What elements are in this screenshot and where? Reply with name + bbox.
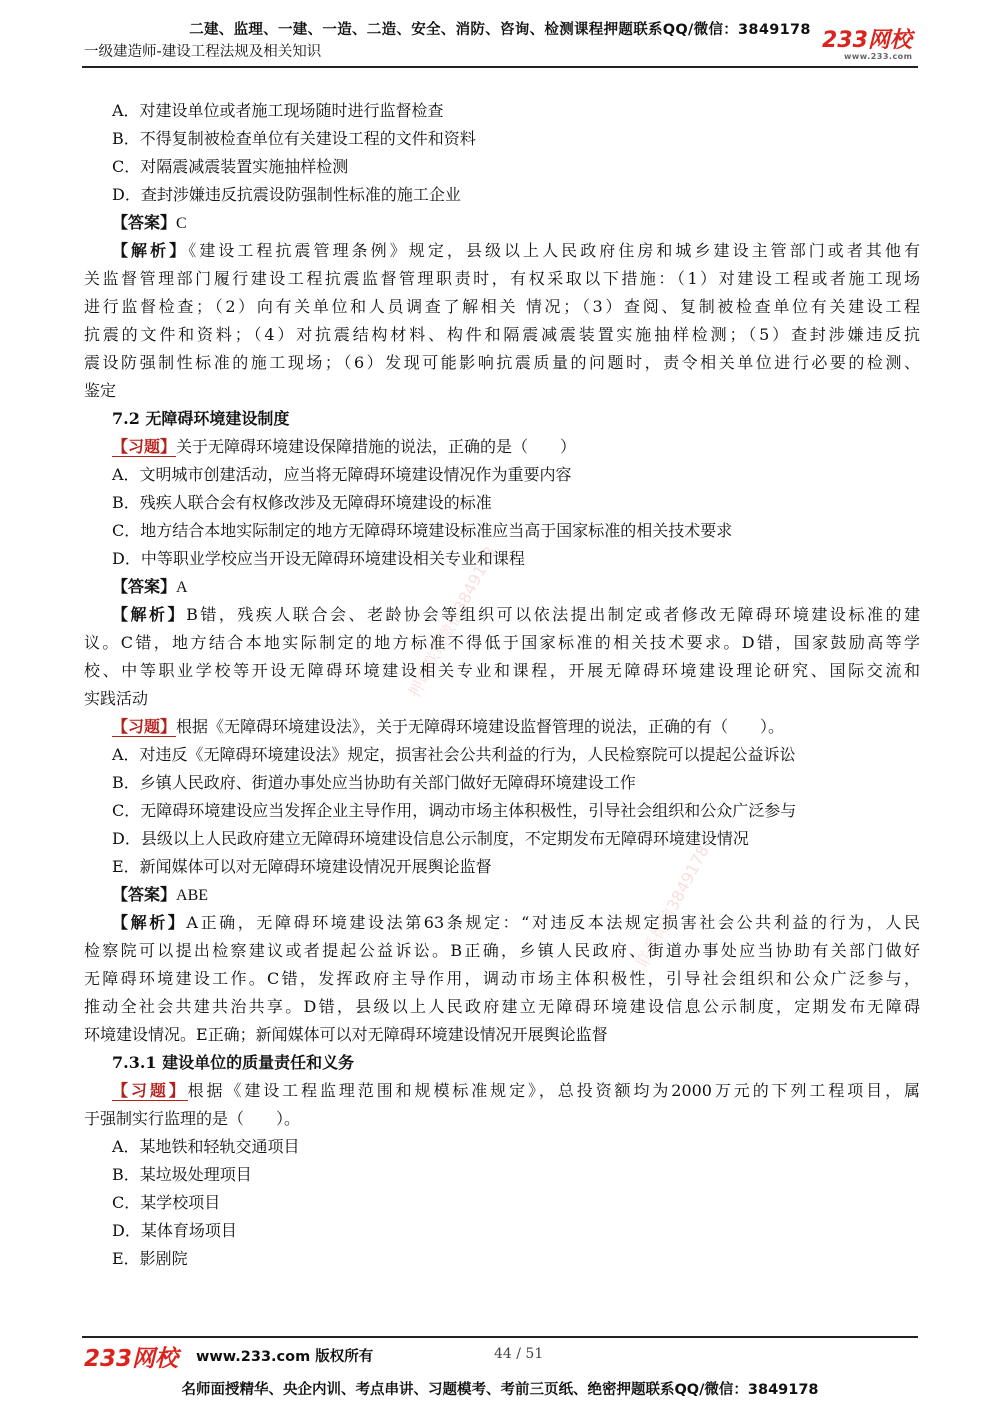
option-line: A．文明城市创建活动，应当将无障碍环境建设情况作为重要内容 [112,465,572,484]
paragraph-line: 关监督管理部门履行建设工程抗震监督管理职责时，有权采取以下措施：（1）对建设工程或者施工现场 [84,269,920,288]
answer-line [84,209,920,237]
answer-label: 【答案】 [112,885,177,904]
document-body [84,97,920,1273]
brand-logo [822,30,922,62]
option-line: A．对违反《无障碍环境建设法》规定，损害社会公共利益的行为，人民检察院可以提起公益诉讼 [112,745,796,764]
section-heading: 7.2 无障碍环境建设制度 [112,409,290,428]
paragraph-line: 无障碍环境建设工作。C错，发挥政府主导作用，调动市场主体积极性，引导社会组织和公众广泛参与， [84,969,920,988]
question-line [84,713,920,741]
brand-logo-url: www.233.com [844,52,913,61]
option-line: C．对隔震减震装置实施抽样检测 [112,157,349,176]
analysis-text: 《建设工程抗震管理条例》规定，县级以上人民政府住房和城乡建设主管部门或者其他有 [188,241,920,260]
analysis-label: 【解析】 [112,913,187,932]
footer-banner: 名师面授精华、央企内训、考点串讲、习题模考、考前三页纸、绝密押题联系QQ/微信：3849178 [181,1382,819,1398]
paragraph-line: 推动全社会共建共治共享。D错，县级以上人民政府建立无障碍环境建设信息公示制度，定期发布无障碍 [84,997,920,1016]
paragraph-line: 于强制实行监理的是（ ）。 [84,1109,301,1128]
option-line: D．中等职业学校应当开设无障碍环境建设相关专业和课程 [112,549,525,568]
option-line: B．某垃圾处理项目 [112,1165,252,1184]
answer-value: A [176,579,188,596]
paragraph-line: 校、中等职业学校等开设无障碍环境建设相关专业和课程，开展无障碍环境建设理论研究、国际交流和 [84,661,920,680]
option-line: D．某体育场项目 [112,1221,237,1240]
exercise-label: 【习题】 [112,717,177,736]
watermark: 押题联系微信3849178 [404,543,500,701]
answer-value: C [176,215,187,232]
option-line: E．新闻媒体可以对无障碍环境建设情况开展舆论监督 [112,857,492,876]
option-line: D．县级以上人民政府建立无障碍环境建设信息公示制度，不定期发布无障碍环境建设情况 [112,829,749,848]
paragraph-line: 环境建设情况。E正确；新闻媒体可以对无障碍环境建设情况开展舆论监督 [84,1025,608,1044]
answer-line [84,881,920,909]
option-line: B．残疾人联合会有权修改涉及无障碍环境建设的标准 [112,493,492,512]
analysis-label: 【解析】 [112,605,187,624]
paragraph-line: 检察院可以提出检察建议或者提起公益诉讼。B正确，乡镇人民政府、街道办事处应当协助有关部门做好 [84,941,920,960]
answer-label: 【答案】 [112,577,177,596]
section-heading: 7.3.1 建设单位的质量责任和义务 [112,1053,355,1072]
question-line [84,1077,920,1105]
option-line: C．无障碍环境建设应当发挥企业主导作用，调动市场主体积极性，引导社会组织和公众广泛参与 [112,801,797,820]
analysis-line [84,601,920,629]
watermark: 联系微信3849178 [632,841,713,971]
paragraph-line: 鉴定 [84,381,117,400]
paragraph-line: 震设防强制性标准的施工现场；（6）发现可能影响抗震质量的问题时，责令相关单位进行必要的检测、 [84,353,920,372]
analysis-line [84,909,920,937]
analysis-label: 【解析】 [112,241,189,260]
option-line: A．对建设单位或者施工现场随时进行监督检查 [112,101,444,120]
paragraph-line: 进行监督检查；（2）向有关单位和人员调查了解相关 情况；（3）查阅、复制被检查单位有关建设工程 [84,297,920,316]
paragraph-line: 实践活动 [84,689,149,708]
footer-divider [82,1336,918,1338]
analysis-text: B错，残疾人联合会、老龄协会等组织可以依法提出制定或者修改无障碍环境建设标准的建 [186,605,920,624]
header-banner: 二建、监理、一建、一造、二造、安全、消防、咨询、检测课程押题联系QQ/微信：3849178 [189,22,811,38]
option-line: C．某学校项目 [112,1193,221,1212]
answer-label: 【答案】 [112,213,177,232]
question-line [84,433,920,461]
header-divider [82,66,918,68]
question-text: 根据《无障碍环境建设法》，关于无障碍环境建设监督管理的说法，正确的有（ ）。 [176,717,785,736]
option-line: D．查封涉嫌违反抗震设防强制性标准的施工企业 [112,185,461,204]
option-line: B．不得复制被检查单位有关建设工程的文件和资料 [112,129,476,148]
question-text: 关于无障碍环境建设保障措施的说法，正确的是（ ） [176,437,577,456]
exercise-label: 【习题】 [112,1081,188,1100]
answer-value: ABE [176,887,209,904]
analysis-line [84,237,920,265]
paragraph-line: 议。C错，地方结合本地实际制定的地方标准不得低于国家标准的相关技术要求。D错，国家鼓励高等学 [84,633,920,652]
option-line: B．乡镇人民政府、街道办事处应当协助有关部门做好无障碍环境建设工作 [112,773,636,792]
option-line: A．某地铁和轻轨交通项目 [112,1137,300,1156]
subject-title: 一级建造师-建设工程法规及相关知识 [84,44,322,60]
page-number: 44 / 51 [494,1346,544,1362]
analysis-text: A正确，无障碍环境建设法第63条规定：“对违反本法规定损害社会公共利益的行为，人民 [186,913,920,932]
footer-logo: 233网校 [84,1346,179,1372]
answer-line [84,573,920,601]
option-line: C．地方结合本地实际制定的地方无障碍环境建设标准应当高于国家标准的相关技术要求 [112,521,733,540]
question-text: 根据《建设工程监理范围和规模标准规定》，总投资额均为2000万元的下列工程项目，属 [187,1081,920,1100]
option-line: E．影剧院 [112,1249,188,1268]
exercise-label: 【习题】 [112,437,177,456]
copyright-text: www.233.com 版权所有 [196,1349,374,1365]
brand-logo-text: 233网校 [822,28,912,53]
paragraph-line: 抗震的文件和资料；（4）对抗震结构材料、构件和隔震减震装置实施抽样检测；（5）查封涉嫌违反抗 [84,325,920,344]
